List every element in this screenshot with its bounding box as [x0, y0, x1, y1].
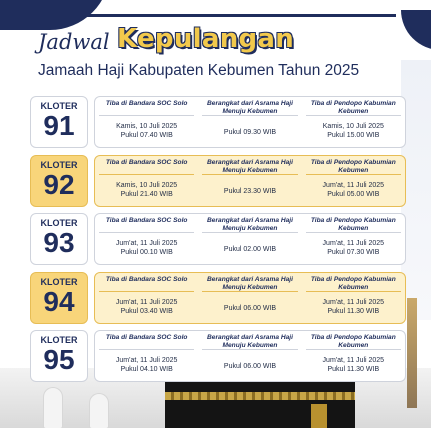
- col-header: Tiba di Bandara SOC Solo: [99, 273, 194, 292]
- col-depart-dorm: [198, 214, 301, 264]
- schedule-row: [30, 330, 406, 382]
- col-header: Tiba di Pendopo Kabumian Kebumen: [306, 273, 401, 292]
- col-header: Tiba di Bandara SOC Solo: [99, 214, 194, 233]
- page-subtitle: Jamaah Haji Kabupaten Kebumen Tahun 2025: [38, 62, 360, 79]
- col-header: Tiba di Pendopo Kabumian Kebumen: [306, 331, 401, 350]
- col-depart-dorm: [198, 97, 301, 147]
- col-arrival-pendopo: [302, 273, 405, 323]
- col-arrival-pendopo: [302, 156, 405, 206]
- col-header: Tiba di Bandara SOC Solo: [99, 331, 194, 350]
- col-depart-dorm: [198, 273, 301, 323]
- kloter-label: KLOTER: [40, 218, 78, 228]
- col-value: Pukul 06.00 WIB: [223, 304, 277, 312]
- col-value: Kamis, 10 Juli 2025 Pukul 07.40 WIB: [116, 123, 178, 139]
- col-header: Berangkat dari Asrama Haji Menuju Kebumen: [202, 156, 297, 175]
- col-arrival-airport: [95, 331, 198, 381]
- header-line: [36, 14, 396, 17]
- col-arrival-airport: [95, 214, 198, 264]
- schedule-row: [30, 272, 406, 324]
- pilgrim-illustration: [44, 388, 62, 428]
- schedule-card: [94, 272, 406, 324]
- schedule-card: [94, 213, 406, 265]
- schedule-row: [30, 213, 406, 265]
- col-depart-dorm: [198, 331, 301, 381]
- col-header: Tiba di Pendopo Kabumian Kebumen: [306, 156, 401, 175]
- col-value: Jum'at, 11 Juli 2025 Pukul 03.40 WIB: [115, 298, 178, 315]
- col-value: Jum'at, 11 Juli 2025 Pukul 05.00 WIB: [322, 181, 385, 198]
- col-arrival-airport: [95, 97, 198, 147]
- col-arrival-pendopo: [302, 214, 405, 264]
- kloter-number: 92: [43, 168, 75, 200]
- kloter-number: 94: [43, 285, 75, 317]
- col-arrival-pendopo: [302, 331, 405, 381]
- kloter-label: KLOTER: [40, 335, 78, 345]
- kloter-number: 91: [43, 110, 75, 141]
- schedule-row: [30, 155, 406, 207]
- col-arrival-airport: [95, 156, 198, 206]
- col-value: Jum'at, 11 Juli 2025 Pukul 00.10 WIB: [115, 240, 178, 256]
- col-header: Tiba di Pendopo Kabumian Kebumen: [306, 214, 401, 233]
- col-value: Kamis, 10 Juli 2025 Pukul 21.40 WIB: [116, 181, 178, 198]
- col-value: Pukul 06.00 WIB: [223, 363, 277, 370]
- col-header: Berangkat dari Asrama Haji Menuju Kebumen: [202, 214, 297, 233]
- col-arrival-airport: [95, 273, 198, 323]
- col-header: Berangkat dari Asrama Haji Menuju Kebumen: [202, 97, 297, 116]
- kloter-badge: [30, 330, 88, 382]
- col-value: Jum'at, 11 Juli 2025 Pukul 07.30 WIB: [322, 240, 385, 256]
- col-depart-dorm: [198, 156, 301, 206]
- kloter-badge: [30, 155, 88, 207]
- schedule-row: [30, 96, 406, 148]
- col-value: Kamis, 10 Juli 2025 Pukul 15.00 WIB: [322, 123, 384, 139]
- col-value: Jum'at, 11 Juli 2025 Pukul 11.30 WIB: [322, 298, 385, 315]
- col-value: Jum'at, 11 Juli 2025 Pukul 11.30 WIB: [322, 357, 385, 373]
- pilgrim-illustration: [90, 394, 108, 428]
- kloter-number: 93: [43, 227, 75, 258]
- col-value: Jum'at, 11 Juli 2025 Pukul 04.10 WIB: [115, 357, 178, 373]
- schedule-card: [94, 96, 406, 148]
- kloter-label: KLOTER: [40, 101, 78, 111]
- col-value: Pukul 23.30 WIB: [223, 187, 277, 195]
- col-value: Pukul 09.30 WIB: [223, 129, 277, 136]
- col-header: Tiba di Bandara SOC Solo: [99, 156, 194, 175]
- decor-right-shape: [401, 10, 431, 50]
- col-value: Pukul 02.00 WIB: [223, 246, 277, 253]
- page-title: Kepulangan: [117, 24, 295, 54]
- kloter-badge: [30, 213, 88, 265]
- col-header: Berangkat dari Asrama Haji Menuju Kebumen: [202, 331, 297, 350]
- col-header: Berangkat dari Asrama Haji Menuju Kebumen: [202, 273, 297, 292]
- schedule-list: [30, 96, 406, 389]
- title-script: Jadwal: [38, 30, 110, 54]
- kloter-number: 95: [43, 344, 75, 375]
- kloter-badge: [30, 272, 88, 324]
- kloter-badge: [30, 96, 88, 148]
- col-arrival-pendopo: [302, 97, 405, 147]
- kloter-label: KLOTER: [40, 276, 78, 287]
- col-header: Tiba di Pendopo Kabumian Kebumen: [306, 97, 401, 116]
- schedule-card: [94, 330, 406, 382]
- kloter-label: KLOTER: [40, 159, 78, 170]
- col-header: Tiba di Bandara SOC Solo: [99, 97, 194, 116]
- clock-tower-illustration: [407, 298, 417, 408]
- schedule-card: [94, 155, 406, 207]
